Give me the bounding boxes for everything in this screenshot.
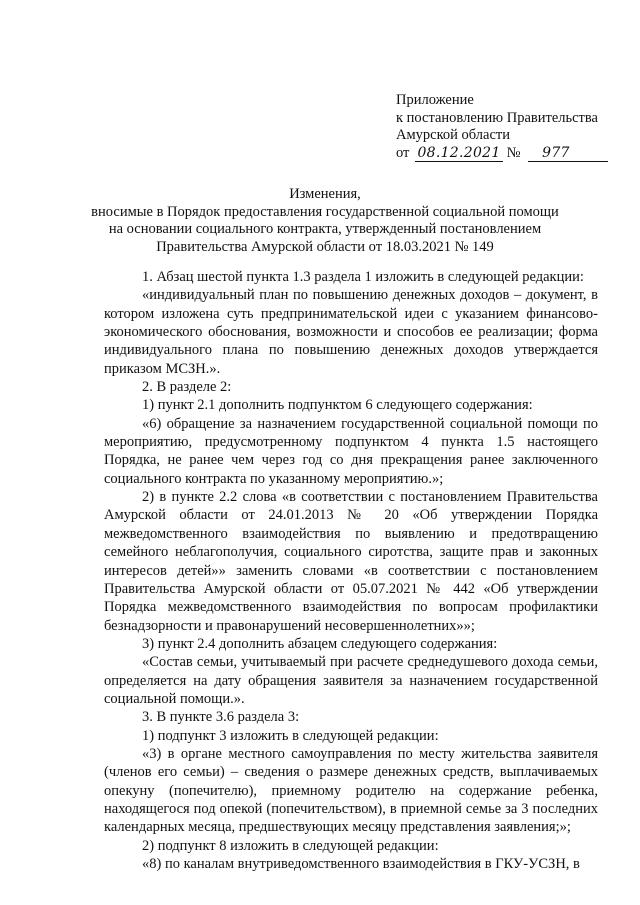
paragraph: «3) в органе местного самоуправления по месту жительства заявителя (членов его семьи) – сведения о размере денежных средств, выплачиваемых опекуну (попечителю), приемному родителю на содержание ребенка, находящегося под опекой (попечительством), в приемной семье за 3 последних календарных месяца, предшествующих месяцу представления заявления;»; <box>104 745 598 836</box>
heading-line-3: на основании социального контракта, утвержденный постановлением <box>108 221 542 238</box>
heading-title: Изменения, <box>289 186 361 202</box>
document-heading <box>90 186 560 256</box>
paragraph: 1. Абзац шестой пункта 1.3 раздела 1 изложить в следующей редакции: <box>142 269 584 285</box>
document-body <box>104 268 598 873</box>
annex-region: Амурской области <box>396 127 510 143</box>
annex-block <box>396 92 606 162</box>
paragraph: 2) в пункте 2.2 слова «в соответствии с постановлением Правительства Амурской области от 24.01.2013 № 20 «Об утверждении Порядка межведомственного взаимодействия по выявлению и предотвращению семейного неблагополучия, социального сиротства, защите прав и законных интересов детей»» заменить словами «в соответствии с постановлением Правительства Амурской области от 05.07.2021 № 442 «Об утверждении Порядка межведомственного взаимодействия по вопросам профилактики безнадзорности и правонарушений несовершеннолетних»»; <box>104 489 598 634</box>
handwritten-date: 08.12.2021 <box>415 146 503 162</box>
annex-title: Приложение <box>396 92 474 108</box>
paragraph: «Состав семьи, учитываемый при расчете среднедушевого дохода семьи, определяется на дату обращения заявителя за назначением государственной социальной помощи.». <box>104 654 598 707</box>
paragraph: 2) подпункт 8 изложить в следующей редакции: <box>142 837 439 854</box>
paragraph: 2. В разделе 2: <box>142 379 232 396</box>
date-prefix: от <box>396 144 410 161</box>
paragraph: «8) по каналам внутриведомственного взаимодействия в ГКУ-УСЗН, в <box>142 856 580 872</box>
paragraph: 1) пункт 2.1 дополнить подпунктом 6 следующего содержания: <box>142 397 533 414</box>
heading-line-4: Правительства Амурской области от 18.03.2021 № 149 <box>156 238 494 255</box>
paragraph: 3) пункт 2.4 дополнить абзацем следующего содержания: <box>142 635 498 652</box>
heading-line-2: вносимые в Порядок предоставления государственной социальной помощи <box>91 203 559 220</box>
number-sign: № <box>506 144 521 161</box>
paragraph: 1) подпункт 3 изложить в следующей редакции: <box>142 727 439 744</box>
annex-date-line <box>396 145 606 163</box>
annex-reference: к постановлению Правительства <box>396 109 598 126</box>
paragraph: «индивидуальный план по повышению денежных доходов – документ, в котором изложена суть предпринимательской идеи с указанием финансово-экономического обоснования, возможности и способов ее реализации; форма индивидуального плана по повышению денежных доходов утверждается приказом МСЗН.». <box>104 287 598 377</box>
paragraph: 3. В пункте 3.6 раздела 3: <box>142 709 300 726</box>
paragraph: «6) обращение за назначением государственной социальной помощи по мероприятию, предусмотренному подпунктом 4 пункта 1.5 настоящего Порядка, не ранее чем через год со дня прекращения ранее заключенного социального контракта по указанному мероприятию.»; <box>104 415 598 487</box>
handwritten-number: 977 <box>528 146 608 162</box>
